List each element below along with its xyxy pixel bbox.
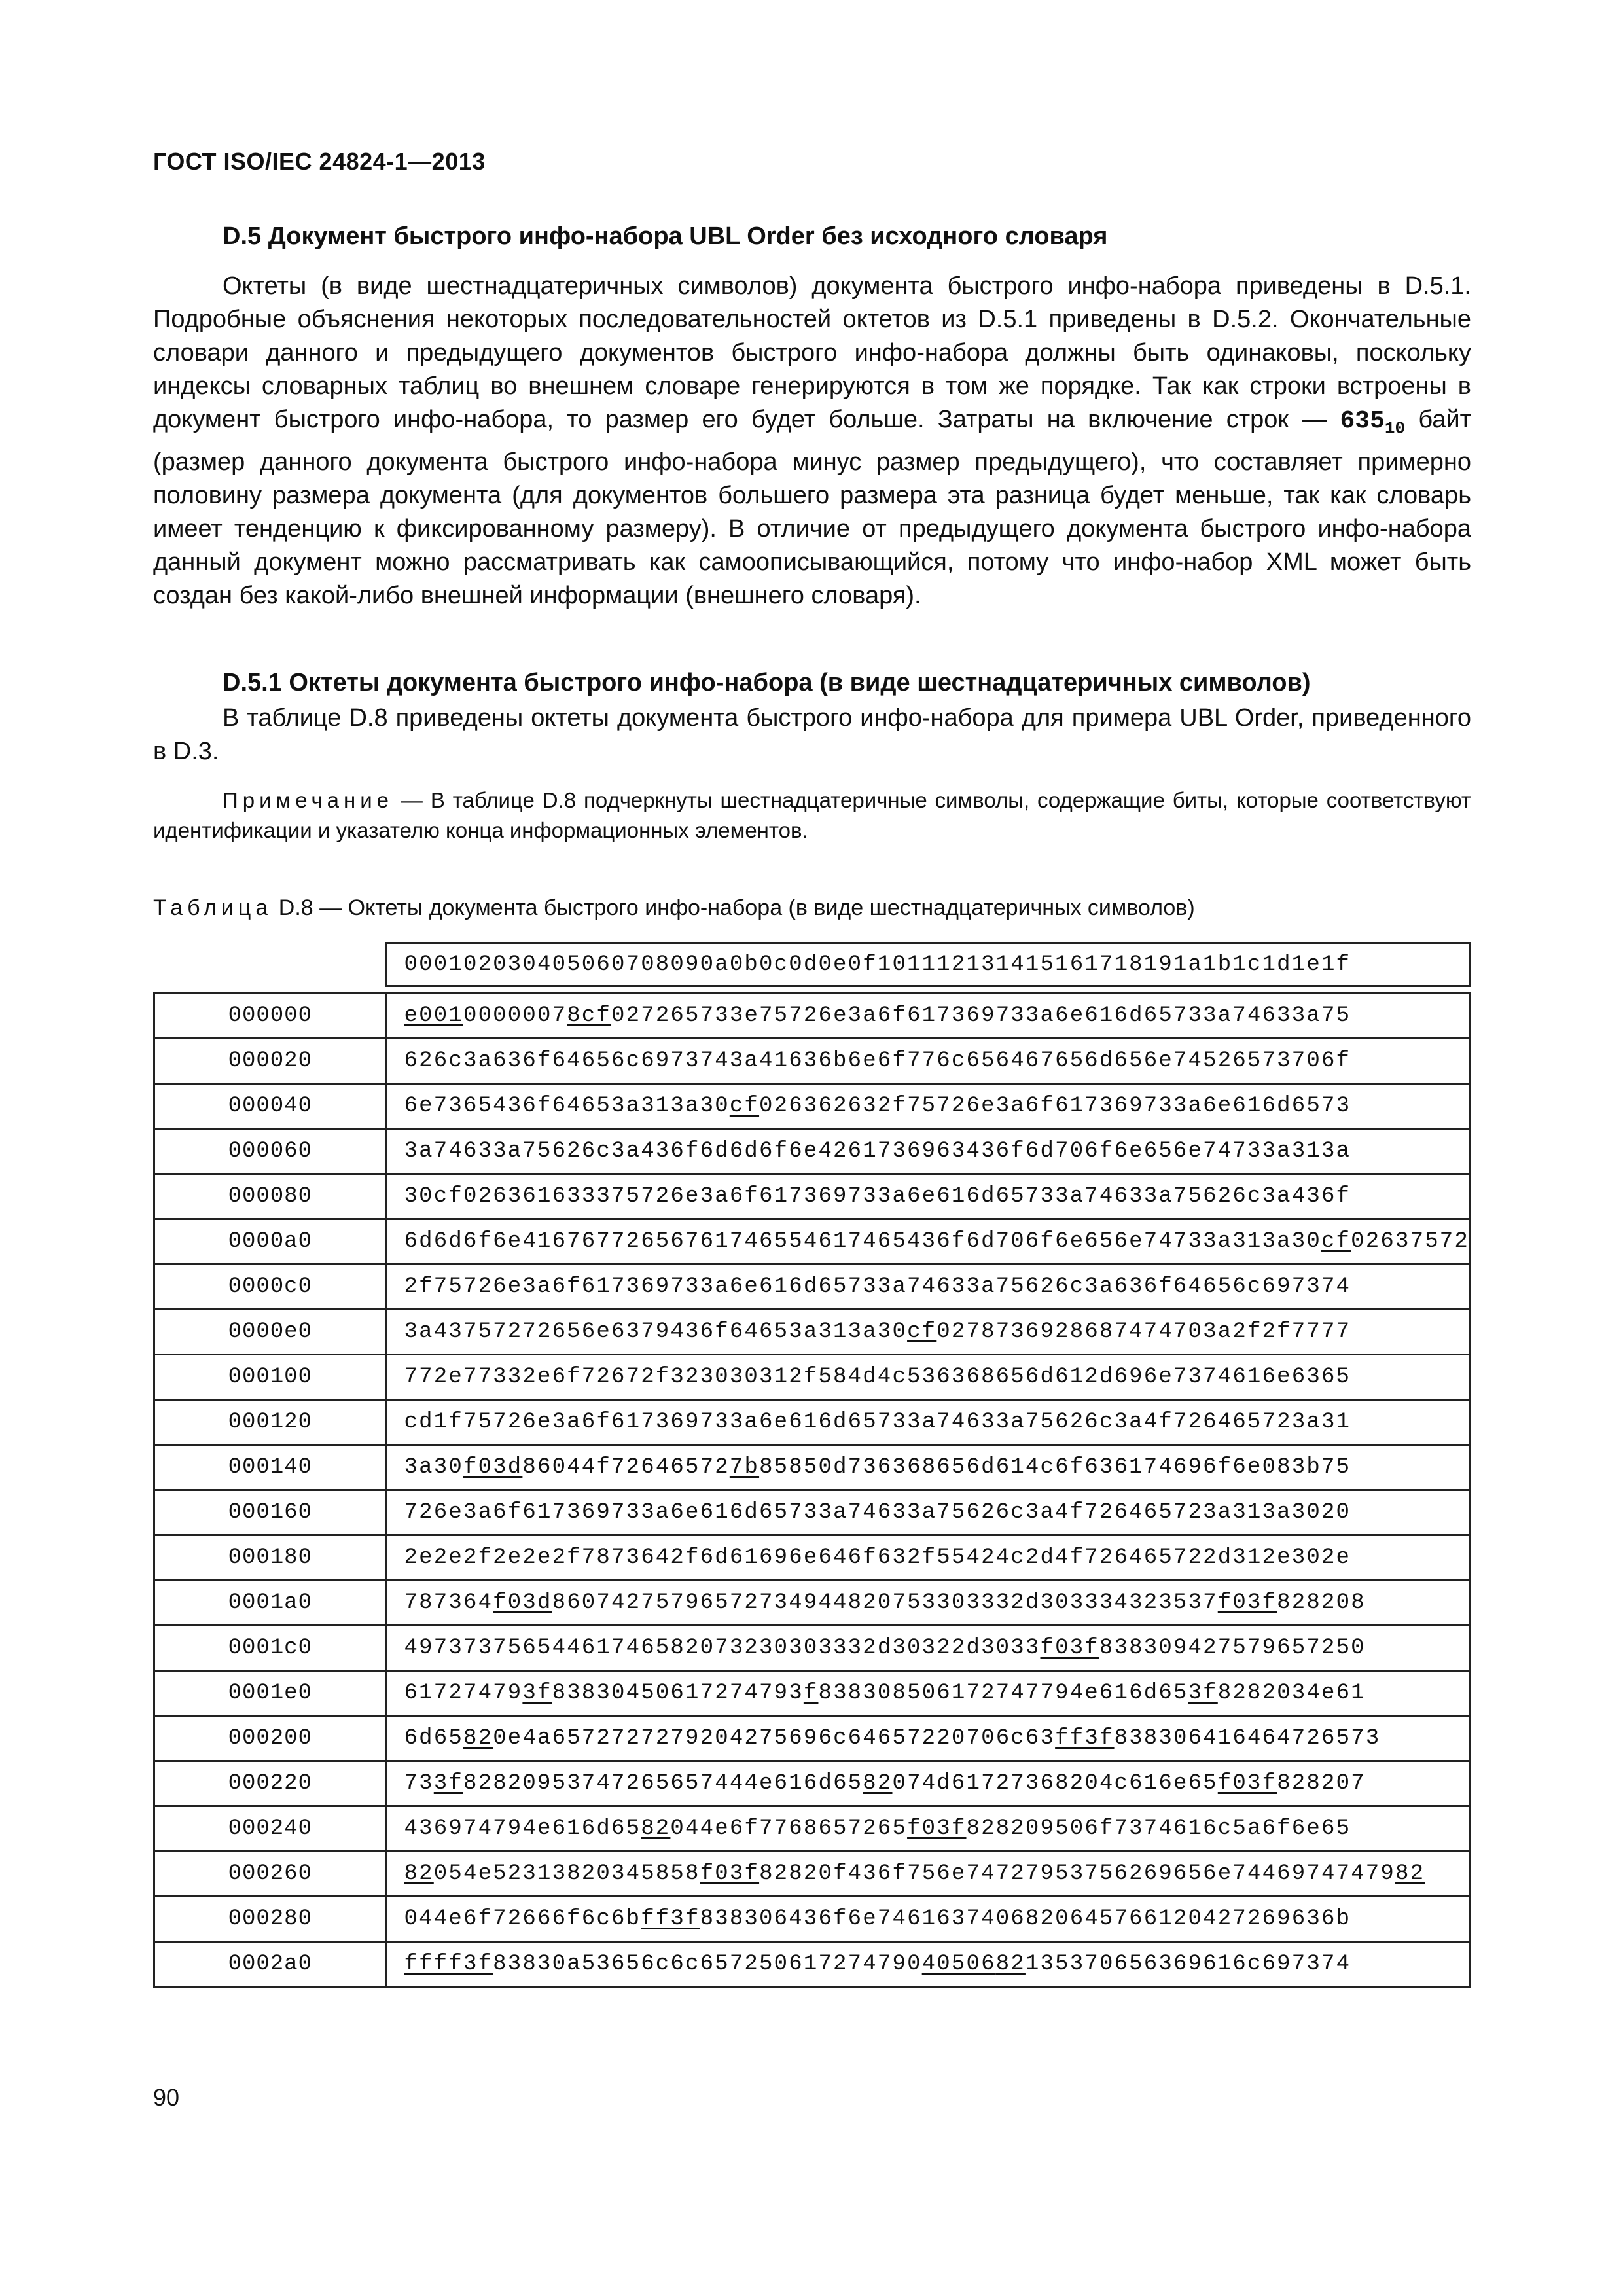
underlined-hex-segment: 82 xyxy=(463,1726,493,1751)
underlined-hex-segment: f03f xyxy=(700,1861,760,1886)
table-caption-label: Таблица xyxy=(153,895,273,920)
underlined-hex-segment: 82 xyxy=(863,1771,893,1796)
table-row xyxy=(154,1535,1471,1581)
hex-segment: 83830a53656c6c657250617274790 xyxy=(493,1952,922,1977)
row-address-cell: 0000c0 xyxy=(154,1265,387,1310)
underlined-hex-segment: ff3f xyxy=(641,1907,700,1931)
row-hex-cell xyxy=(386,1671,1470,1716)
subsection-paragraph: В таблице D.8 приведены октеты документа быстрого инфо-набора для примера UBL Order, приведенного в D.3. xyxy=(153,704,1471,765)
table-row xyxy=(154,1897,1471,1942)
underlined-hex-segment: 40506 xyxy=(921,1952,996,1977)
table-row xyxy=(154,1626,1471,1671)
underlined-hex-segment: f03f xyxy=(907,1816,967,1841)
hex-segment: 0e4a6572727279204275696c64657220706c63 xyxy=(493,1726,1056,1751)
hex-segment: 3a30 xyxy=(404,1455,463,1480)
row-address-cell: 000240 xyxy=(154,1806,387,1852)
row-hex-cell xyxy=(386,1084,1470,1129)
hex-segment: 135370656369616c697374 xyxy=(1025,1952,1351,1977)
row-hex-cell xyxy=(386,1490,1470,1535)
hex-segment: 82820953747265657444e616d65 xyxy=(463,1771,863,1796)
hex-segment: cd1f75726e3a6f617369733a6e616d65733a74633a75626c3a4f726465723a31 xyxy=(404,1410,1351,1435)
row-hex-cell xyxy=(386,1129,1470,1174)
hex-segment: 2e2e2f2e2e2f7873642f6d61696e646f632f55424c2d4f726465722d312e302e xyxy=(404,1545,1351,1570)
underlined-hex-segment: 3f xyxy=(1188,1681,1218,1706)
row-address-cell: 0001a0 xyxy=(154,1581,387,1626)
bytes-value: $635_{10}$ xyxy=(1340,407,1406,439)
header-separator xyxy=(154,986,1471,994)
hex-octet-table xyxy=(153,942,1471,1988)
hex-segment: 0000007 xyxy=(463,1003,567,1028)
underlined-hex-segment: 8cf xyxy=(567,1003,612,1028)
underlined-hex-segment: 3f xyxy=(433,1771,463,1796)
hex-segment: 436974794e616d65 xyxy=(404,1816,641,1841)
row-hex-cell xyxy=(386,1716,1470,1761)
underlined-hex-segment: cf xyxy=(907,1319,937,1344)
hex-segment: 054e52313820345858 xyxy=(433,1861,700,1886)
table-row xyxy=(154,1355,1471,1400)
row-hex-cell xyxy=(386,1942,1470,1987)
hex-segment: 8282034e61 xyxy=(1217,1681,1366,1706)
row-hex-cell xyxy=(386,1400,1470,1445)
row-hex-cell xyxy=(386,1535,1470,1581)
page-number: 90 xyxy=(153,2084,180,2111)
hex-segment: 772e77332e6f72672f323030312f584d4c536368656d612d696e7374616e6365 xyxy=(404,1365,1351,1390)
row-address-cell: 0001c0 xyxy=(154,1626,387,1671)
hex-segment: 828209506f7374616c5a6f6e65 xyxy=(966,1816,1351,1841)
row-address-cell: 000100 xyxy=(154,1355,387,1400)
table-row xyxy=(154,1310,1471,1355)
table-header-row xyxy=(154,944,1471,986)
hex-segment: 86074275796572734944820753303332d303334323537 xyxy=(552,1590,1218,1615)
note-paragraph xyxy=(153,785,1471,846)
underlined-hex-segment: f03f xyxy=(1217,1771,1277,1796)
row-address-cell: 0002a0 xyxy=(154,1942,387,1987)
row-address-cell: 0000e0 xyxy=(154,1310,387,1355)
underlined-hex-segment: ff3f xyxy=(1055,1726,1115,1751)
paragraph-text-after: байт (размер данного документа быстрого инфо-набора минус размер предыдущего), что составляет примерно половину размера документа (для документов большего размера эта разница будет меньше, так как словарь имеет тенденцию к фиксированному размеру). В отличие от предыдущего документа быстрого инфо-набора данный документ можно рассматривать как самоописывающийся, потому что инфо-набор XML может быть создан без какой-либо внешней информации (внешнего словаря). xyxy=(153,406,1472,609)
row-address-cell: 000120 xyxy=(154,1400,387,1445)
hex-segment: 02637572 xyxy=(1351,1229,1469,1254)
header-offsets-cell: 000102030405060708090a0b0c0d0e0f101112131415161718191a1b1c1d1e1f xyxy=(386,944,1470,986)
section-paragraph xyxy=(153,270,1471,613)
row-address-cell: 0000a0 xyxy=(154,1219,387,1265)
row-hex-cell xyxy=(386,1174,1470,1219)
table-caption-text: D.8 — Октеты документа быстрого инфо-набора (в виде шестнадцатеричных символов) xyxy=(278,895,1195,920)
hex-segment: 838308506172747794e616d65 xyxy=(818,1681,1188,1706)
hex-segment: 787364 xyxy=(404,1590,493,1615)
hex-segment: 3a74633a75626c3a436f6d6d6f6e4261736963436f6d706f6e656e74733a313a xyxy=(404,1139,1351,1164)
paragraph-text-before: Октеты (в виде шестнадцатеричных символов) документа быстрого инфо-набора приведены в D.5.1. Подробные объяснения некоторых последовательностей октетов из D.5.1 приведены в D.5.2. Окончательные словари данного и предыдущего документов быстрого инфо-набора должны быть одинаковы, поскольку индексы словарных таблиц во внешнем словаре генерируются в том же порядке. Так как строки встроены в документ быстрого инфо-набора, то размер его будет больше. Затраты на включение строк — xyxy=(153,272,1471,433)
hex-segment: 838306436f6e7461637406820645766120427269636b xyxy=(700,1907,1351,1931)
underlined-hex-segment: 82 xyxy=(641,1816,671,1841)
row-address-cell: 000040 xyxy=(154,1084,387,1129)
row-address-cell: 000180 xyxy=(154,1535,387,1581)
row-address-cell: 000280 xyxy=(154,1897,387,1942)
table-row xyxy=(154,1039,1471,1084)
row-hex-cell xyxy=(386,1265,1470,1310)
note-label: Примечание xyxy=(223,788,394,812)
subsection-heading: D.5.1 Октеты документа быстрого инфо-набора (в виде шестнадцатеричных символов) xyxy=(223,669,1311,696)
hex-segment: 30cf026361633375726e3a6f617369733a6e616d65733a74633a75626c3a436f xyxy=(404,1184,1351,1209)
hex-segment: 726e3a6f617369733a6e616d65733a74633a75626c3a4f726465723a313a3020 xyxy=(404,1500,1351,1525)
hex-segment: 026362632f75726e3a6f617369733a6e616d6573 xyxy=(759,1094,1351,1119)
table-row xyxy=(154,1942,1471,1987)
hex-segment: 044e6f7768657265 xyxy=(670,1816,908,1841)
table-row xyxy=(154,1084,1471,1129)
row-hex-cell xyxy=(386,1039,1470,1084)
hex-segment: 73 xyxy=(404,1771,434,1796)
hex-segment: 828208 xyxy=(1277,1590,1366,1615)
row-hex-cell xyxy=(386,1897,1470,1942)
section-heading: D.5 Документ быстрого инфо-набора UBL Order без исходного словаря xyxy=(223,223,1108,250)
hex-segment: 2f75726e3a6f617369733a6e616d65733a74633a75626c3a636f64656c697374 xyxy=(404,1274,1351,1299)
row-hex-cell xyxy=(386,1852,1470,1897)
hex-segment: 3a43757272656e6379436f64653a313a30 xyxy=(404,1319,908,1344)
table-row xyxy=(154,1129,1471,1174)
row-hex-cell xyxy=(386,1355,1470,1400)
table-row xyxy=(154,1445,1471,1490)
row-address-cell: 000220 xyxy=(154,1761,387,1806)
row-hex-cell xyxy=(386,1445,1470,1490)
header-corner-cell xyxy=(154,944,387,986)
table-row xyxy=(154,1581,1471,1626)
table-row xyxy=(154,1265,1471,1310)
hex-segment: 0278736928687474703a2f2f7777 xyxy=(936,1319,1351,1344)
row-hex-cell xyxy=(386,1310,1470,1355)
table-row xyxy=(154,1671,1471,1716)
row-address-cell: 000000 xyxy=(154,994,387,1039)
hex-segment: 6e7365436f64653a313a30 xyxy=(404,1094,730,1119)
table-caption xyxy=(153,895,1195,921)
row-address-cell: 000080 xyxy=(154,1174,387,1219)
note-text: — В таблице D.8 подчеркнуты шестнадцатеричные символы, содержащие биты, которые соответствуют идентификации и указателю конца информационных элементов. xyxy=(153,788,1471,842)
hex-segment: 82820f436f756e74727953756269656e74469747479 xyxy=(759,1861,1396,1886)
hex-segment: 838309427579657250 xyxy=(1099,1636,1366,1660)
row-hex-cell xyxy=(386,1761,1470,1806)
hex-segment: 027265733e75726e3a6f617369733a6e616d65733a74633a75 xyxy=(611,1003,1351,1028)
hex-segment: 49737375654461746582073230303332d30322d3033 xyxy=(404,1636,1041,1660)
table-row xyxy=(154,1852,1471,1897)
row-address-cell: 000200 xyxy=(154,1716,387,1761)
underlined-hex-segment: f xyxy=(803,1681,819,1706)
table-row xyxy=(154,1806,1471,1852)
hex-segment: 83830450617274793 xyxy=(552,1681,804,1706)
table-row xyxy=(154,1400,1471,1445)
table-row xyxy=(154,1490,1471,1535)
table-row xyxy=(154,1761,1471,1806)
row-address-cell: 000260 xyxy=(154,1852,387,1897)
underlined-hex-segment: 82 xyxy=(1395,1861,1425,1886)
hex-segment: 61727479 xyxy=(404,1681,523,1706)
row-hex-cell xyxy=(386,1219,1470,1265)
underlined-hex-segment: f03d xyxy=(493,1590,552,1615)
underlined-hex-segment: f03f xyxy=(1040,1636,1099,1660)
row-address-cell: 000060 xyxy=(154,1129,387,1174)
underlined-hex-segment: 82 xyxy=(995,1952,1026,1977)
row-address-cell: 000020 xyxy=(154,1039,387,1084)
underlined-hex-segment: f03f xyxy=(1217,1590,1277,1615)
hex-segment: 85850d736368656d614c6f636174696f6e083b75 xyxy=(759,1455,1351,1480)
underlined-hex-segment: cf xyxy=(1321,1229,1351,1254)
underlined-hex-segment: 82 xyxy=(404,1861,434,1886)
hex-segment: 838306416464726573 xyxy=(1114,1726,1381,1751)
underlined-hex-segment: 7b xyxy=(729,1455,760,1480)
row-address-cell: 000140 xyxy=(154,1445,387,1490)
row-address-cell: 000160 xyxy=(154,1490,387,1535)
underlined-hex-segment: f03d xyxy=(463,1455,523,1480)
underlined-hex-segment: 3f xyxy=(522,1681,552,1706)
hex-segment: 86044f72646572 xyxy=(522,1455,730,1480)
hex-segment: 626c3a636f64656c6973743a41636b6e6f776c656467656d656e74526573706f xyxy=(404,1049,1351,1073)
table-row xyxy=(154,1174,1471,1219)
underlined-hex-segment: e001 xyxy=(404,1003,463,1028)
hex-segment: 6d65 xyxy=(404,1726,463,1751)
standard-code-header: ГОСТ ISO/IEC 24824-1—2013 xyxy=(153,148,486,175)
row-hex-cell xyxy=(386,1581,1470,1626)
row-hex-cell xyxy=(386,1806,1470,1852)
table-row xyxy=(154,1219,1471,1265)
underlined-hex-segment: ffff3f xyxy=(404,1952,493,1977)
hex-segment: 044e6f72666f6c6b xyxy=(404,1907,641,1931)
underlined-hex-segment: cf xyxy=(729,1094,760,1119)
table-row xyxy=(154,994,1471,1039)
row-hex-cell xyxy=(386,1626,1470,1671)
row-address-cell: 0001e0 xyxy=(154,1671,387,1716)
hex-segment: 828207 xyxy=(1277,1771,1366,1796)
row-hex-cell xyxy=(386,994,1470,1039)
hex-segment: 074d61727368204c616e65 xyxy=(892,1771,1218,1796)
table-row xyxy=(154,1716,1471,1761)
hex-segment: 6d6d6f6e41676772656761746554617465436f6d706f6e656e74733a313a30 xyxy=(404,1229,1321,1254)
